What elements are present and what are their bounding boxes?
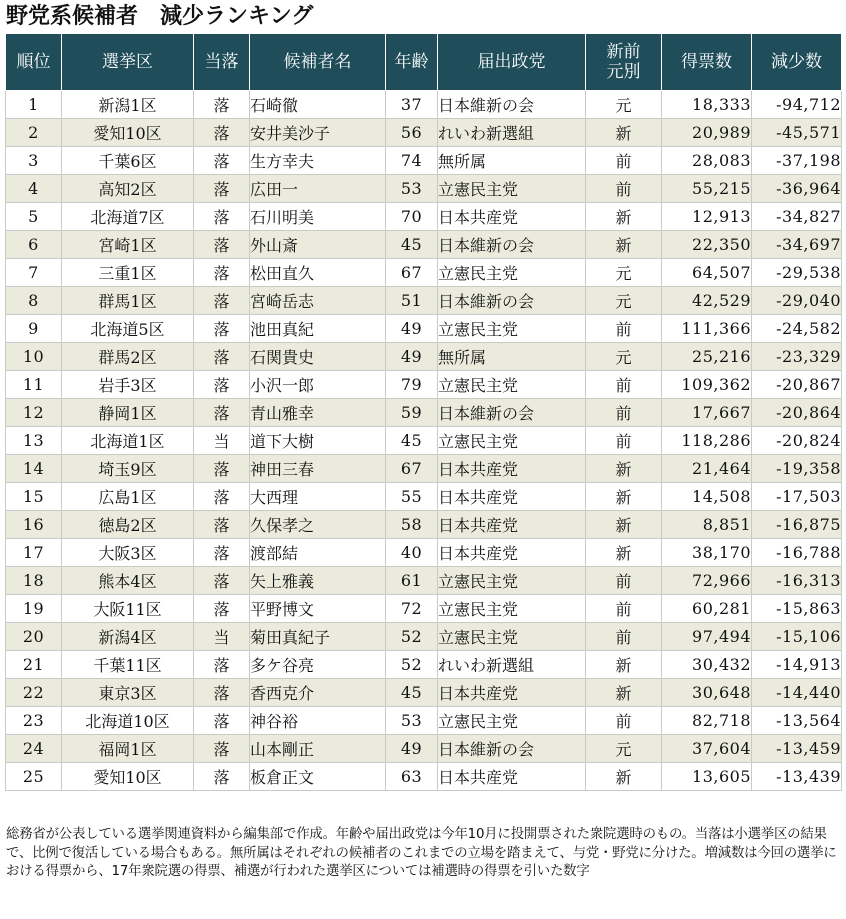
cell-district: 北海道7区 [62, 203, 194, 231]
cell-result: 落 [194, 763, 250, 791]
cell-age: 79 [386, 371, 438, 399]
cell-status: 新 [586, 455, 662, 483]
cell-party: 日本共産党 [438, 203, 586, 231]
cell-party: 日本共産党 [438, 483, 586, 511]
cell-district: 高知2区 [62, 175, 194, 203]
cell-party: れいわ新選組 [438, 119, 586, 147]
cell-votes: 17,667 [662, 399, 752, 427]
table-row [6, 455, 842, 483]
header-age: 年齢 [386, 34, 438, 91]
cell-decrease: -94,712 [752, 91, 842, 119]
cell-status: 前 [586, 623, 662, 651]
cell-district: 静岡1区 [62, 399, 194, 427]
cell-name: 平野博文 [250, 595, 386, 623]
cell-rank: 24 [6, 735, 62, 763]
cell-district: 大阪11区 [62, 595, 194, 623]
cell-result: 落 [194, 651, 250, 679]
cell-rank: 21 [6, 651, 62, 679]
cell-district: 群馬2区 [62, 343, 194, 371]
cell-status: 前 [586, 175, 662, 203]
cell-name: 松田直久 [250, 259, 386, 287]
cell-result: 落 [194, 231, 250, 259]
cell-status: 元 [586, 91, 662, 119]
cell-party: 立憲民主党 [438, 427, 586, 455]
cell-rank: 17 [6, 539, 62, 567]
cell-name: 石崎徹 [250, 91, 386, 119]
cell-votes: 64,507 [662, 259, 752, 287]
cell-status: 前 [586, 371, 662, 399]
cell-rank: 19 [6, 595, 62, 623]
cell-district: 三重1区 [62, 259, 194, 287]
cell-votes: 37,604 [662, 735, 752, 763]
table-row [6, 371, 842, 399]
cell-district: 埼玉9区 [62, 455, 194, 483]
cell-district: 大阪3区 [62, 539, 194, 567]
cell-name: 板倉正文 [250, 763, 386, 791]
cell-age: 67 [386, 455, 438, 483]
cell-result: 落 [194, 511, 250, 539]
cell-status: 新 [586, 231, 662, 259]
cell-name: 石川明美 [250, 203, 386, 231]
cell-age: 58 [386, 511, 438, 539]
cell-decrease: -13,564 [752, 707, 842, 735]
cell-age: 55 [386, 483, 438, 511]
cell-result: 当 [194, 427, 250, 455]
table-row [6, 343, 842, 371]
table-row [6, 427, 842, 455]
cell-decrease: -13,459 [752, 735, 842, 763]
cell-age: 49 [386, 315, 438, 343]
cell-votes: 13,605 [662, 763, 752, 791]
table-row [6, 203, 842, 231]
cell-rank: 15 [6, 483, 62, 511]
table-row [6, 231, 842, 259]
table-row [6, 91, 842, 119]
cell-rank: 23 [6, 707, 62, 735]
cell-votes: 111,366 [662, 315, 752, 343]
cell-age: 59 [386, 399, 438, 427]
cell-rank: 5 [6, 203, 62, 231]
cell-rank: 13 [6, 427, 62, 455]
cell-party: 日本共産党 [438, 763, 586, 791]
cell-rank: 8 [6, 287, 62, 315]
cell-result: 落 [194, 539, 250, 567]
cell-decrease: -36,964 [752, 175, 842, 203]
table-row [6, 651, 842, 679]
cell-name: 矢上雅義 [250, 567, 386, 595]
cell-decrease: -45,571 [752, 119, 842, 147]
cell-name: 渡部結 [250, 539, 386, 567]
cell-decrease: -14,913 [752, 651, 842, 679]
cell-name: 宮崎岳志 [250, 287, 386, 315]
cell-age: 72 [386, 595, 438, 623]
cell-status: 新 [586, 539, 662, 567]
cell-status: 元 [586, 287, 662, 315]
cell-result: 落 [194, 399, 250, 427]
cell-status: 新 [586, 679, 662, 707]
cell-result: 落 [194, 175, 250, 203]
cell-party: 立憲民主党 [438, 259, 586, 287]
table-header-row [6, 34, 842, 91]
cell-age: 45 [386, 427, 438, 455]
cell-rank: 16 [6, 511, 62, 539]
cell-rank: 7 [6, 259, 62, 287]
cell-rank: 9 [6, 315, 62, 343]
cell-age: 49 [386, 735, 438, 763]
cell-rank: 14 [6, 455, 62, 483]
cell-party: 無所属 [438, 147, 586, 175]
cell-name: 山本剛正 [250, 735, 386, 763]
cell-party: 日本維新の会 [438, 91, 586, 119]
cell-decrease: -29,040 [752, 287, 842, 315]
cell-status: 元 [586, 343, 662, 371]
cell-age: 52 [386, 623, 438, 651]
cell-votes: 18,333 [662, 91, 752, 119]
cell-votes: 20,989 [662, 119, 752, 147]
cell-party: 日本共産党 [438, 679, 586, 707]
cell-result: 落 [194, 91, 250, 119]
cell-rank: 10 [6, 343, 62, 371]
cell-votes: 22,350 [662, 231, 752, 259]
cell-party: 立憲民主党 [438, 623, 586, 651]
cell-status: 新 [586, 119, 662, 147]
cell-votes: 82,718 [662, 707, 752, 735]
cell-district: 千葉11区 [62, 651, 194, 679]
cell-name: 青山雅幸 [250, 399, 386, 427]
cell-result: 落 [194, 343, 250, 371]
table-row [6, 175, 842, 203]
cell-result: 落 [194, 567, 250, 595]
cell-votes: 42,529 [662, 287, 752, 315]
cell-decrease: -34,827 [752, 203, 842, 231]
cell-result: 落 [194, 679, 250, 707]
cell-status: 前 [586, 399, 662, 427]
header-party: 届出政党 [438, 34, 586, 91]
cell-party: 日本維新の会 [438, 231, 586, 259]
cell-party: 立憲民主党 [438, 595, 586, 623]
cell-decrease: -20,824 [752, 427, 842, 455]
header-status-text: 新前元別 [606, 42, 641, 82]
cell-rank: 1 [6, 91, 62, 119]
cell-name: 菊田真紀子 [250, 623, 386, 651]
cell-age: 53 [386, 175, 438, 203]
cell-votes: 8,851 [662, 511, 752, 539]
cell-votes: 25,216 [662, 343, 752, 371]
cell-result: 落 [194, 707, 250, 735]
cell-result: 落 [194, 595, 250, 623]
cell-party: 無所属 [438, 343, 586, 371]
cell-party: 日本維新の会 [438, 287, 586, 315]
cell-name: 神谷裕 [250, 707, 386, 735]
cell-votes: 97,494 [662, 623, 752, 651]
table-row [6, 595, 842, 623]
cell-votes: 60,281 [662, 595, 752, 623]
cell-status: 前 [586, 147, 662, 175]
cell-name: 石関貴史 [250, 343, 386, 371]
cell-decrease: -15,106 [752, 623, 842, 651]
page-title: 野党系候補者 減少ランキング [6, 4, 314, 29]
cell-age: 51 [386, 287, 438, 315]
table-row [6, 539, 842, 567]
table-row [6, 707, 842, 735]
cell-district: 新潟4区 [62, 623, 194, 651]
cell-district: 熊本4区 [62, 567, 194, 595]
cell-district: 千葉6区 [62, 147, 194, 175]
cell-result: 落 [194, 315, 250, 343]
cell-result: 落 [194, 259, 250, 287]
cell-decrease: -37,198 [752, 147, 842, 175]
table-row [6, 679, 842, 707]
cell-rank: 2 [6, 119, 62, 147]
cell-decrease: -23,329 [752, 343, 842, 371]
cell-district: 北海道5区 [62, 315, 194, 343]
cell-result: 落 [194, 455, 250, 483]
cell-decrease: -20,864 [752, 399, 842, 427]
cell-votes: 38,170 [662, 539, 752, 567]
cell-rank: 11 [6, 371, 62, 399]
cell-status: 元 [586, 259, 662, 287]
cell-age: 74 [386, 147, 438, 175]
cell-result: 落 [194, 371, 250, 399]
cell-district: 新潟1区 [62, 91, 194, 119]
cell-age: 53 [386, 707, 438, 735]
cell-district: 愛知10区 [62, 763, 194, 791]
cell-party: 立憲民主党 [438, 371, 586, 399]
cell-result: 当 [194, 623, 250, 651]
table-row [6, 567, 842, 595]
cell-name: 久保孝之 [250, 511, 386, 539]
cell-age: 45 [386, 679, 438, 707]
cell-votes: 109,362 [662, 371, 752, 399]
cell-status: 新 [586, 203, 662, 231]
cell-votes: 21,464 [662, 455, 752, 483]
table-row [6, 119, 842, 147]
cell-age: 40 [386, 539, 438, 567]
cell-result: 落 [194, 119, 250, 147]
cell-result: 落 [194, 287, 250, 315]
cell-decrease: -14,440 [752, 679, 842, 707]
cell-age: 49 [386, 343, 438, 371]
cell-rank: 22 [6, 679, 62, 707]
cell-name: 安井美沙子 [250, 119, 386, 147]
cell-district: 宮崎1区 [62, 231, 194, 259]
cell-district: 東京3区 [62, 679, 194, 707]
cell-result: 落 [194, 483, 250, 511]
cell-name: 外山斎 [250, 231, 386, 259]
cell-decrease: -34,697 [752, 231, 842, 259]
cell-votes: 118,286 [662, 427, 752, 455]
table-row [6, 623, 842, 651]
table-row [6, 147, 842, 175]
cell-decrease: -20,867 [752, 371, 842, 399]
table-row [6, 399, 842, 427]
cell-decrease: -16,788 [752, 539, 842, 567]
cell-party: 日本共産党 [438, 539, 586, 567]
table-row [6, 287, 842, 315]
header-district: 選挙区 [62, 34, 194, 91]
header-votes: 得票数 [662, 34, 752, 91]
cell-decrease: -15,863 [752, 595, 842, 623]
cell-result: 落 [194, 735, 250, 763]
cell-rank: 4 [6, 175, 62, 203]
cell-status: 新 [586, 511, 662, 539]
cell-name: 池田真紀 [250, 315, 386, 343]
cell-decrease: -24,582 [752, 315, 842, 343]
cell-party: 日本維新の会 [438, 399, 586, 427]
cell-age: 37 [386, 91, 438, 119]
cell-status: 前 [586, 315, 662, 343]
cell-status: 前 [586, 707, 662, 735]
cell-party: 立憲民主党 [438, 175, 586, 203]
header-decrease: 減少数 [752, 34, 842, 91]
cell-party: 立憲民主党 [438, 315, 586, 343]
cell-party: 日本共産党 [438, 511, 586, 539]
cell-decrease: -16,313 [752, 567, 842, 595]
cell-district: 岩手3区 [62, 371, 194, 399]
table-row [6, 483, 842, 511]
cell-party: 立憲民主党 [438, 707, 586, 735]
header-status [586, 34, 662, 91]
cell-status: 新 [586, 483, 662, 511]
cell-age: 63 [386, 763, 438, 791]
cell-district: 福岡1区 [62, 735, 194, 763]
cell-votes: 12,913 [662, 203, 752, 231]
cell-decrease: -19,358 [752, 455, 842, 483]
cell-decrease: -29,538 [752, 259, 842, 287]
cell-age: 45 [386, 231, 438, 259]
cell-decrease: -13,439 [752, 763, 842, 791]
cell-result: 落 [194, 203, 250, 231]
table-row [6, 511, 842, 539]
cell-district: 徳島2区 [62, 511, 194, 539]
cell-rank: 12 [6, 399, 62, 427]
cell-status: 前 [586, 595, 662, 623]
cell-district: 群馬1区 [62, 287, 194, 315]
header-name: 候補者名 [250, 34, 386, 91]
cell-votes: 28,083 [662, 147, 752, 175]
cell-decrease: -17,503 [752, 483, 842, 511]
table-row [6, 735, 842, 763]
cell-rank: 3 [6, 147, 62, 175]
cell-party: 日本共産党 [438, 455, 586, 483]
cell-votes: 14,508 [662, 483, 752, 511]
table-row [6, 259, 842, 287]
cell-status: 元 [586, 735, 662, 763]
cell-votes: 55,215 [662, 175, 752, 203]
cell-status: 前 [586, 427, 662, 455]
cell-party: 日本維新の会 [438, 735, 586, 763]
table-row [6, 315, 842, 343]
cell-votes: 30,432 [662, 651, 752, 679]
cell-age: 61 [386, 567, 438, 595]
cell-party: れいわ新選組 [438, 651, 586, 679]
cell-name: 小沢一郎 [250, 371, 386, 399]
cell-status: 前 [586, 567, 662, 595]
cell-name: 広田一 [250, 175, 386, 203]
cell-district: 愛知10区 [62, 119, 194, 147]
cell-name: 神田三春 [250, 455, 386, 483]
cell-rank: 25 [6, 763, 62, 791]
cell-votes: 30,648 [662, 679, 752, 707]
cell-status: 新 [586, 651, 662, 679]
cell-votes: 72,966 [662, 567, 752, 595]
table-row [6, 763, 842, 791]
footnote: 総務省が公表している選挙関連資料から編集部で作成。年齢や届出政党は今年10月に投開票された衆院選時のもの。当落は小選挙区の結果で、比例で復活している場合もある。無所属はそれぞれの候補者のこれまでの立場を踏まえて、与党・野党に分けた。増減数は今回の選挙における得票から、17年衆院選の得票、補選が行われた選挙区については補選時の得票を引いた数字 [6, 827, 837, 880]
cell-decrease: -16,875 [752, 511, 842, 539]
cell-age: 52 [386, 651, 438, 679]
cell-result: 落 [194, 147, 250, 175]
cell-party: 立憲民主党 [438, 567, 586, 595]
cell-name: 道下大樹 [250, 427, 386, 455]
cell-district: 北海道1区 [62, 427, 194, 455]
cell-name: 大西理 [250, 483, 386, 511]
cell-age: 56 [386, 119, 438, 147]
header-result: 当落 [194, 34, 250, 91]
cell-status: 新 [586, 763, 662, 791]
header-rank: 順位 [6, 34, 62, 91]
cell-age: 70 [386, 203, 438, 231]
cell-rank: 18 [6, 567, 62, 595]
ranking-table [5, 33, 842, 791]
cell-name: 多ケ谷亮 [250, 651, 386, 679]
cell-age: 67 [386, 259, 438, 287]
cell-district: 広島1区 [62, 483, 194, 511]
cell-rank: 6 [6, 231, 62, 259]
cell-district: 北海道10区 [62, 707, 194, 735]
cell-name: 香西克介 [250, 679, 386, 707]
cell-rank: 20 [6, 623, 62, 651]
cell-name: 生方幸夫 [250, 147, 386, 175]
